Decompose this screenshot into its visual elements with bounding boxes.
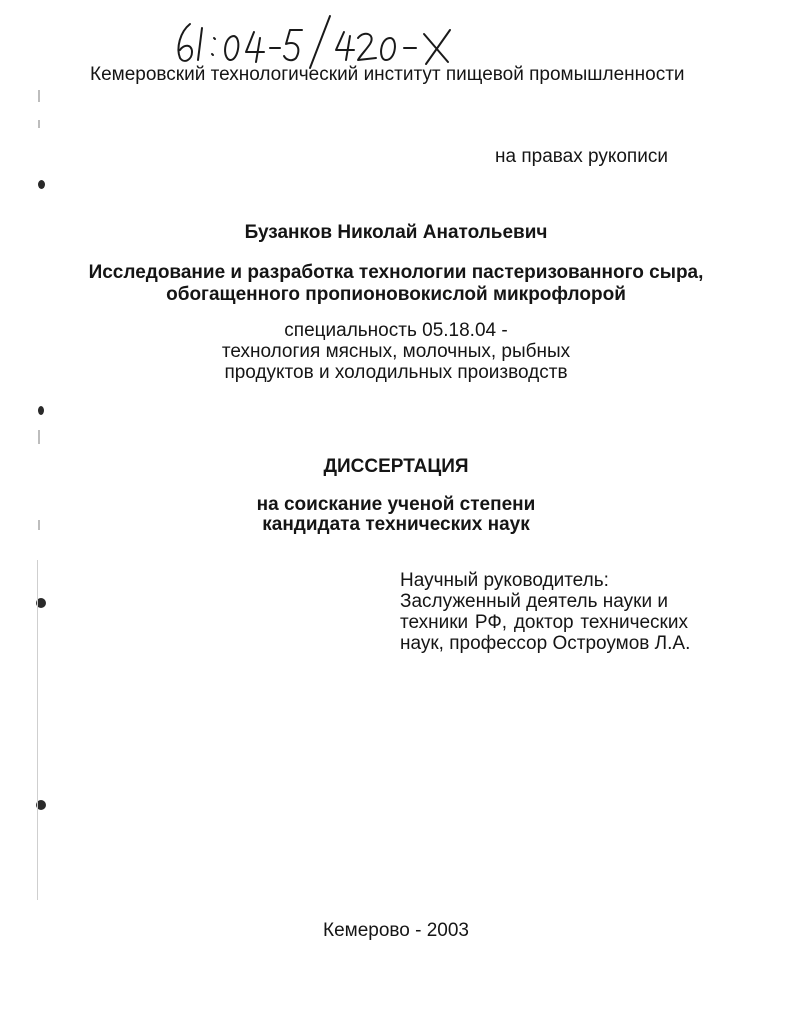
specialty-line-3: продуктов и холодильных производств xyxy=(224,362,568,383)
place-and-year: Кемерово - 2003 xyxy=(323,920,469,941)
degree-line-1: на соискание ученой степени xyxy=(256,494,536,515)
author-name: Бузанков Николай Анатольевич xyxy=(244,222,548,243)
binding-hole-mark xyxy=(38,406,44,415)
institution-name: Кемеровский технологический институт пищевой промышленности xyxy=(90,64,685,85)
scan-margin-mark xyxy=(38,520,40,530)
scan-margin-mark xyxy=(38,90,40,102)
binding-hole-mark xyxy=(38,180,45,189)
handwritten-catalog-number xyxy=(168,14,468,70)
supervisor-line-2: Заслуженный деятель науки и xyxy=(400,591,668,612)
degree-line-2: кандидата технических наук xyxy=(262,514,530,535)
supervisor-line-4: наук, профессор Остроумов Л.А. xyxy=(400,633,691,654)
specialty-line-1: специальность 05.18.04 - xyxy=(284,320,508,341)
scan-margin-mark xyxy=(38,430,40,444)
title-line-2: обогащенного пропионовокислой микрофлорой xyxy=(166,284,626,305)
manuscript-rights-note: на правах рукописи xyxy=(495,146,668,167)
supervisor-line-3: техники РФ, доктор технических xyxy=(400,612,688,633)
scan-margin-line xyxy=(37,560,38,900)
supervisor-line-1: Научный руководитель: xyxy=(400,570,609,591)
work-type-heading: ДИССЕРТАЦИЯ xyxy=(323,456,469,477)
title-line-1: Исследование и разработка технологии пастеризованного сыра, xyxy=(88,262,704,283)
specialty-line-2: технология мясных, молочных, рыбных xyxy=(221,341,571,362)
scan-margin-mark xyxy=(38,120,40,128)
